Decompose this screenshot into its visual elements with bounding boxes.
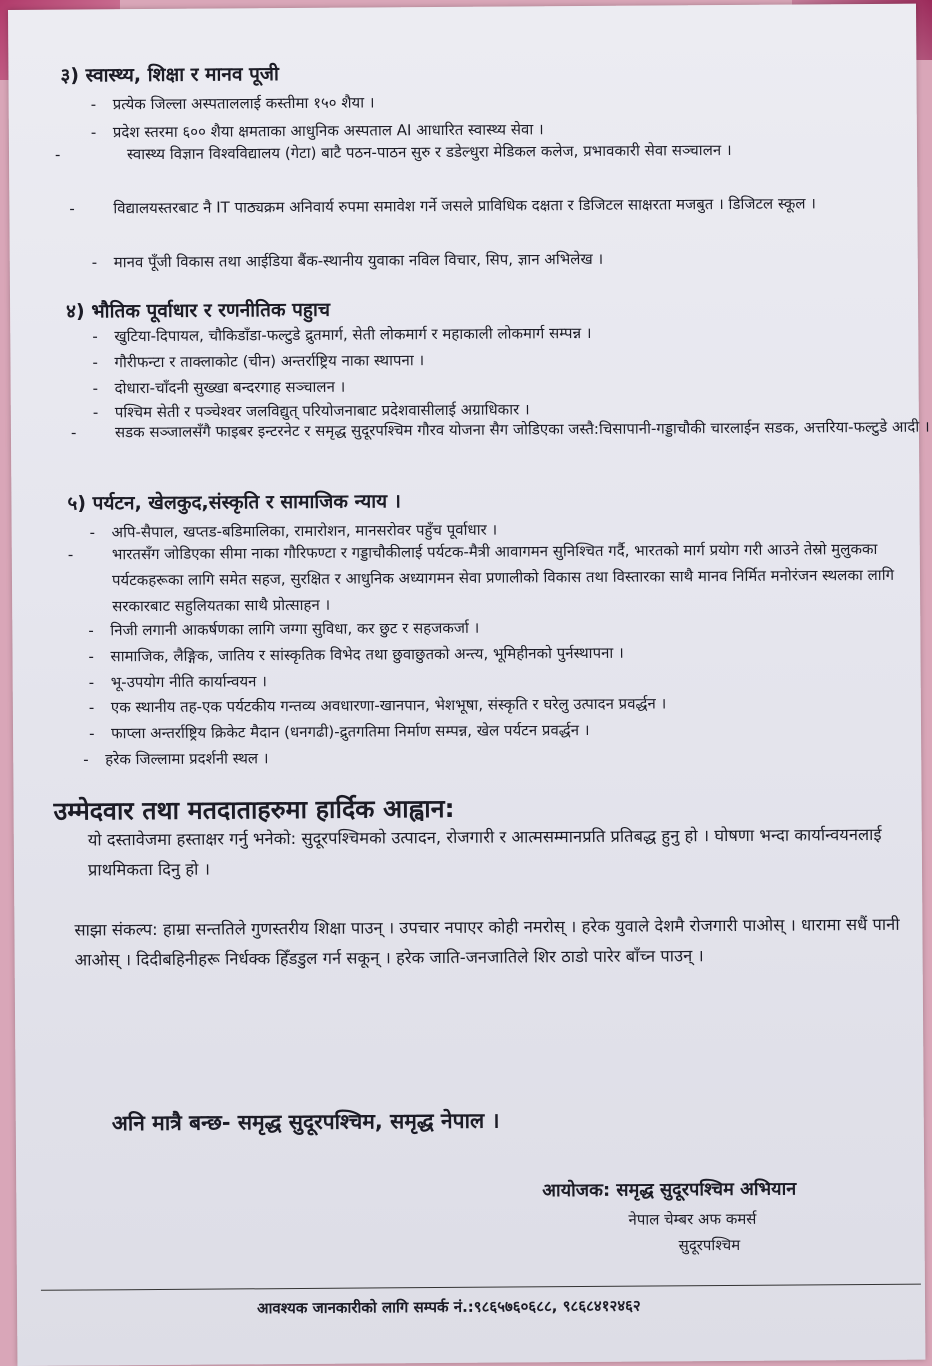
closing-slogan: अनि मात्रै बन्छ- समृद्ध सुदूरपश्चिम, समृद्ध नेपाल ।	[111, 1108, 500, 1136]
organizer-chamber: नेपाल चेम्बर अफ कमर्स	[628, 1209, 757, 1229]
appeal-paragraph: यो दस्तावेजमा हस्ताक्षर गर्नु भनेको: सुदूरपश्चिमको उत्पादन, रोजगारी र आत्मसम्मानप्रति प्रतिबद्ध हुनु हो । घोषणा भन्दा कार्यान्वयनलाई प्राथमिकता दिनु हो ।	[87, 824, 882, 880]
list-item: - प्रत्येक जिल्ला अस्पताललाई कस्तीमा १५० शैया ।	[90, 93, 375, 114]
list-item: - निजी लगानी आकर्षणका लागि जग्गा सुविधा, कर छुट र सहजकर्जा ।	[88, 618, 480, 640]
list-item: - स्वास्थ्य विज्ञान विश्वविद्यालय (गेटा) बाटै पठन-पाठन सुरु र डडेल्धुरा मेडिकल कलेज, प्रभावकारी सेवा सञ्चालन ।	[54, 140, 732, 164]
list-item: - विद्यालयस्तरबाट नै IT पाठ्यक्रम अनिवार्य रुपमा समावेश गर्ने जसले प्राविधिक दक्षता र डिजिटल साक्षरता मजबुत । डिजिटल स्कूल ।	[69, 194, 816, 218]
section-5-title: ५) पर्यटन, खेलकुद,संस्कृति र सामाजिक न्याय ।	[67, 490, 402, 515]
list-item: - भू-उपयोग नीति कार्यान्वयन ।	[88, 672, 267, 692]
section-4-title: ४) भौतिक पूर्वाधार र रणनीतिक पहुाच	[66, 298, 331, 323]
list-item: - भारतसँग जोडिएका सीमा नाका गौरिफण्टा र गड्डाचौकीलाई पर्यटक-मैत्री आवागमन सुनिश्चित गर्दै, भारतको मार्ग प्रयोग गरी आउने तेस्रो मुलुकका पर्यटकहरूका लागि समेत सहज, सुरक्षित र आधुनिक अध्यागमन सेवा प्रणालीको विकास तथा विस्तारका साथै मानव निर्मित मनोरंजन स्थलका लागि सरकारबाट सहुलियतका साथै प्रोत्साहन ।	[67, 539, 895, 616]
list-item: - खुटिया-दिपायल, चौकिडाँडा-फल्टुडे द्रुतमार्ग, सेती लोकमार्ग र महाकाली लोकमार्ग सम्पन्न ।	[92, 323, 592, 346]
appeal-heading: उम्मेदवार तथा मतदाताहरुमा हार्दिक आह्वान:	[53, 793, 455, 826]
list-item: - गौरीफन्टा र ताक्लाकोट (चीन) अन्तर्राष्ट्रिय नाका स्थापना ।	[92, 351, 425, 372]
section-3-title: ३) स्वास्थ्य, शिक्षा र मानव पूजी	[60, 63, 279, 87]
list-item: - सडक सञ्जालसँगै फाइबर इन्टरनेट र समृद्ध सुदूरपश्चिम गौरव योजना सैग जोडिएका जस्तै:चिसापानी-गड्डाचौकी चारलाईन सडक, अत्तरिया-फल्टुडे आदी ।	[70, 417, 930, 442]
shared-resolve: साझा संकल्प: हाम्रा सन्ततिले गुणस्तरीय शिक्षा पाउन् । उपचार नपाएर कोही नमरोस् । हरेक युवाले देशमै रोजगारी पाओस् । धारामा सधैं पानी आओस् । दिदीबहिनीहरू निर्धक्क हिँडडुल गर्न सकून् । हरेक जाति-जनजातिले शिर ठाडो पारेर बाँच्न पाउन् ।	[74, 914, 900, 970]
list-item: - सामाजिक, लैङ्गिक, जातिय र सांस्कृतिक विभेद तथा छुवाछुतको अन्त्य, भूमिहीनको पुर्नस्थापना ।	[88, 643, 624, 666]
list-item: - फाप्ला अन्तर्राष्ट्रिय क्रिकेट मैदान (धनगढी)-द्रुतगतिमा निर्माण सम्पन्न, खेल पर्यटन प्रवर्द्धन ।	[88, 720, 590, 743]
document-content	[8, 4, 930, 1366]
list-item: - मानव पूँजी विकास तथा आईडिया बैंक-स्थानीय युवाका नविल विचार, सिप, ज्ञान अभिलेख ।	[91, 249, 604, 272]
list-item: - एक स्थानीय तह-एक पर्यटकीय गन्तव्य अवधारणा-खानपान, भेशभूषा, संस्कृति र घरेलु उत्पादन प्रवर्द्धन ।	[88, 694, 667, 717]
list-item: - दोधारा-चाँदनी सुख्खा बन्दरगाह सञ्चालन ।	[92, 377, 346, 398]
list-item: - अपि-सैपाल, खप्तड-बडिमालिका, रामारोशन, मानसरोवर पहुँच पूर्वाधार ।	[89, 520, 498, 542]
contact-line: आवश्यक जानकारीको लागि सम्पर्क नं.:९८६५७६०६८८, ९८६८४१२४६२	[257, 1296, 641, 1318]
list-item: - पश्चिम सेती र पञ्चेश्वर जलविद्युत् परियोजनाबाट प्रदेशवासीलाई अग्राधिकार ।	[92, 400, 530, 422]
organizer-region: सुदूरपश्चिम	[678, 1235, 741, 1255]
list-item: - हरेक जिल्लामा प्रदर्शनी स्थल ।	[83, 749, 269, 769]
footer-divider	[41, 1284, 921, 1291]
organizer-name: आयोजक: समृद्ध सुदूरपश्चिम अभियान	[542, 1178, 797, 1202]
document-page	[8, 4, 930, 1366]
list-item: - प्रदेश स्तरमा ६०० शैया क्षमताका आधुनिक अस्पताल AI आधारित स्वास्थ्य सेवा ।	[90, 120, 544, 142]
